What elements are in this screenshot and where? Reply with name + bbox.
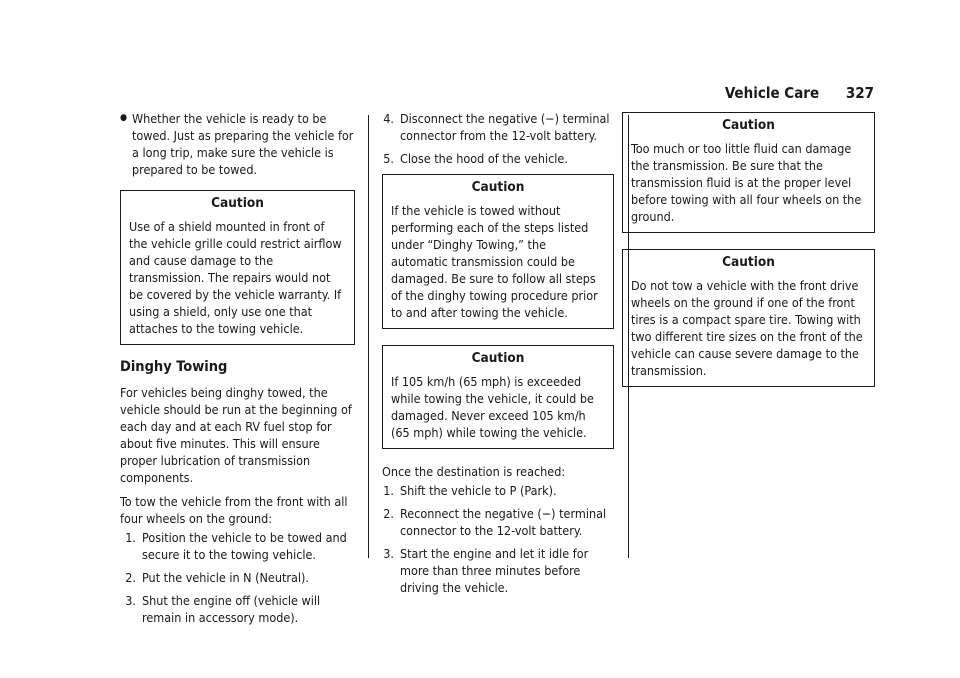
bullet-item (120, 110, 355, 178)
list-item: 3. Shut the engine off (vehicle will remain in accessory mode). (125, 593, 321, 625)
steps-list (378, 110, 614, 167)
column-left (120, 110, 355, 633)
list-item: 2. Reconnect the negative (−) terminal connector to the 12-volt battery. (383, 506, 607, 538)
section-title: Vehicle Care (724, 84, 820, 102)
caution-title: Caution (471, 179, 525, 195)
column-middle (382, 110, 614, 603)
caution-title: Caution (211, 195, 264, 211)
paragraph: For vehicles being dinghy towed, the vehicle should be run at the beginning of each day and at each RV fuel stop for about five minutes. This will ensure proper lubrication of transmission components. (120, 385, 352, 485)
list-item: 3. Start the engine and let it idle for more than three minutes before driving the vehicle. (383, 546, 589, 595)
caution-text: Use of a shield mounted in front of the vehicle grille could restrict airflow and cause damage to the transmission. The repairs would not be covered by the vehicle warranty. If using a shield, only use one that attaches to the towing vehicle. (129, 219, 342, 336)
bullet-text: Whether the vehicle is ready to be towed. Just as preparing the vehicle for a long trip, make sure the vehicle is prepared to be towed. (132, 111, 354, 177)
caution-title: Caution (722, 254, 775, 270)
bullet-icon: ● (120, 113, 128, 123)
steps-list (378, 482, 614, 596)
list-item: 1. Shift the vehicle to P (Park). (383, 483, 557, 498)
list-item: 5. Close the hood of the vehicle. (383, 151, 568, 166)
paragraph: To tow the vehicle from the front with all four wheels on the ground: (120, 494, 348, 526)
caution-title: Caution (471, 350, 525, 366)
caution-text: If the vehicle is towed without performing each of the steps listed under “Dinghy Towing,” the automatic transmission could be damaged. Be sure to follow all steps of the dinghy towing procedure prior to and after towing the vehicle. (391, 203, 598, 320)
column-divider (368, 115, 369, 558)
caution-text: Too much or too little fluid can damage the transmission. Be sure that the transmission fluid is at the proper level before towing with all four wheels on the ground. (631, 141, 862, 224)
caution-box (120, 190, 355, 345)
column-right (622, 110, 875, 401)
caution-box (622, 249, 875, 387)
list-item: 4. Disconnect the negative (−) terminal connector from the 12-volt battery. (383, 111, 610, 143)
section-heading: Dinghy Towing (120, 359, 228, 375)
page-number: 327 (845, 84, 874, 102)
caution-text: If 105 km/h (65 mph) is exceeded while towing the vehicle, it could be damaged. Never exceed 105 km/h (65 mph) while towing the vehicle. (391, 374, 594, 440)
caution-title: Caution (722, 117, 775, 133)
paragraph: Once the destination is reached: (382, 464, 566, 479)
page-header (725, 84, 874, 102)
steps-list (120, 529, 355, 626)
caution-box (382, 174, 614, 329)
list-item: 1. Position the vehicle to be towed and secure it to the towing vehicle. (125, 530, 347, 562)
caution-box (622, 112, 875, 233)
caution-box (382, 345, 614, 449)
list-item: 2. Put the vehicle in N (Neutral). (125, 570, 309, 585)
caution-text: Do not tow a vehicle with the front drive wheels on the ground if one of the front tires is a compact spare tire. Towing with two different tire sizes on the front of the vehicle can cause severe damage to the transmission. (631, 278, 863, 378)
